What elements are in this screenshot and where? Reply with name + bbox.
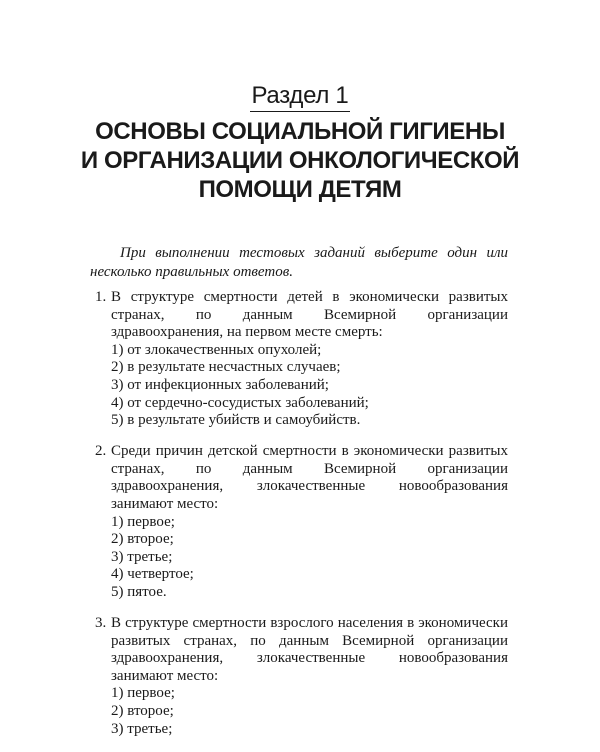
answer-option: 1) от злокачественных опухолей; — [111, 341, 322, 358]
question-list — [90, 289, 508, 752]
question-text: В структуре смертности детей в экономически развитых странах, по данным Всемирной организации здравоохранения, на первом месте смерть: — [111, 289, 508, 341]
section-label — [0, 82, 600, 112]
answer-option: 4) от сердечно-сосудистых заболеваний; — [111, 394, 369, 411]
answer-option: 1) первое; — [111, 513, 175, 530]
answer-option: 2) в результате несчастных случаев; — [111, 359, 341, 376]
question-number: 3. — [95, 615, 107, 632]
question-number: 2. — [95, 443, 107, 460]
section-title-line: И ОРГАНИЗАЦИИ ОНКОЛОГИЧЕСКОЙ — [80, 147, 520, 174]
answer-option: 4) четвертое; — [111, 566, 194, 583]
question-item — [90, 615, 508, 738]
section-label-text: Раздел 1 — [250, 82, 351, 112]
answer-options — [111, 685, 508, 738]
answer-option: 3) от инфекционных заболеваний; — [111, 376, 329, 393]
answer-option: 2) второе; — [111, 531, 174, 548]
answer-option: 5) в результате убийств и самоубийств. — [111, 412, 361, 429]
question-item — [90, 289, 508, 430]
answer-options — [111, 342, 508, 430]
section-title-line: ОСНОВЫ СОЦИАЛЬНОЙ ГИГИЕНЫ — [95, 118, 505, 145]
answer-option: 5) пятое. — [111, 584, 167, 600]
question-text: Среди причин детской смертности в экономически развитых странах, по данным Всемирной организации здравоохранения, злокачественные новообразования занимают место: — [111, 443, 508, 513]
section-title-line: ПОМОЩИ ДЕТЯМ — [198, 176, 402, 203]
question-item — [90, 443, 508, 601]
answer-option: 2) второе; — [111, 703, 174, 720]
answer-options — [111, 514, 508, 602]
section-title — [0, 117, 600, 204]
answer-option: 3) третье; — [111, 548, 173, 565]
answer-option: 3) третье; — [111, 720, 173, 737]
instructions-text: При выполнении тестовых заданий выберите один или несколько правильных ответов. — [90, 245, 508, 280]
question-text: В структуре смертности взрослого населения в экономически развитых странах, по данным Всемирной организации здравоохранения, злокачественные новообразования занимают место: — [111, 615, 508, 684]
question-number: 1. — [95, 289, 107, 305]
answer-option: 1) первое; — [111, 685, 175, 702]
